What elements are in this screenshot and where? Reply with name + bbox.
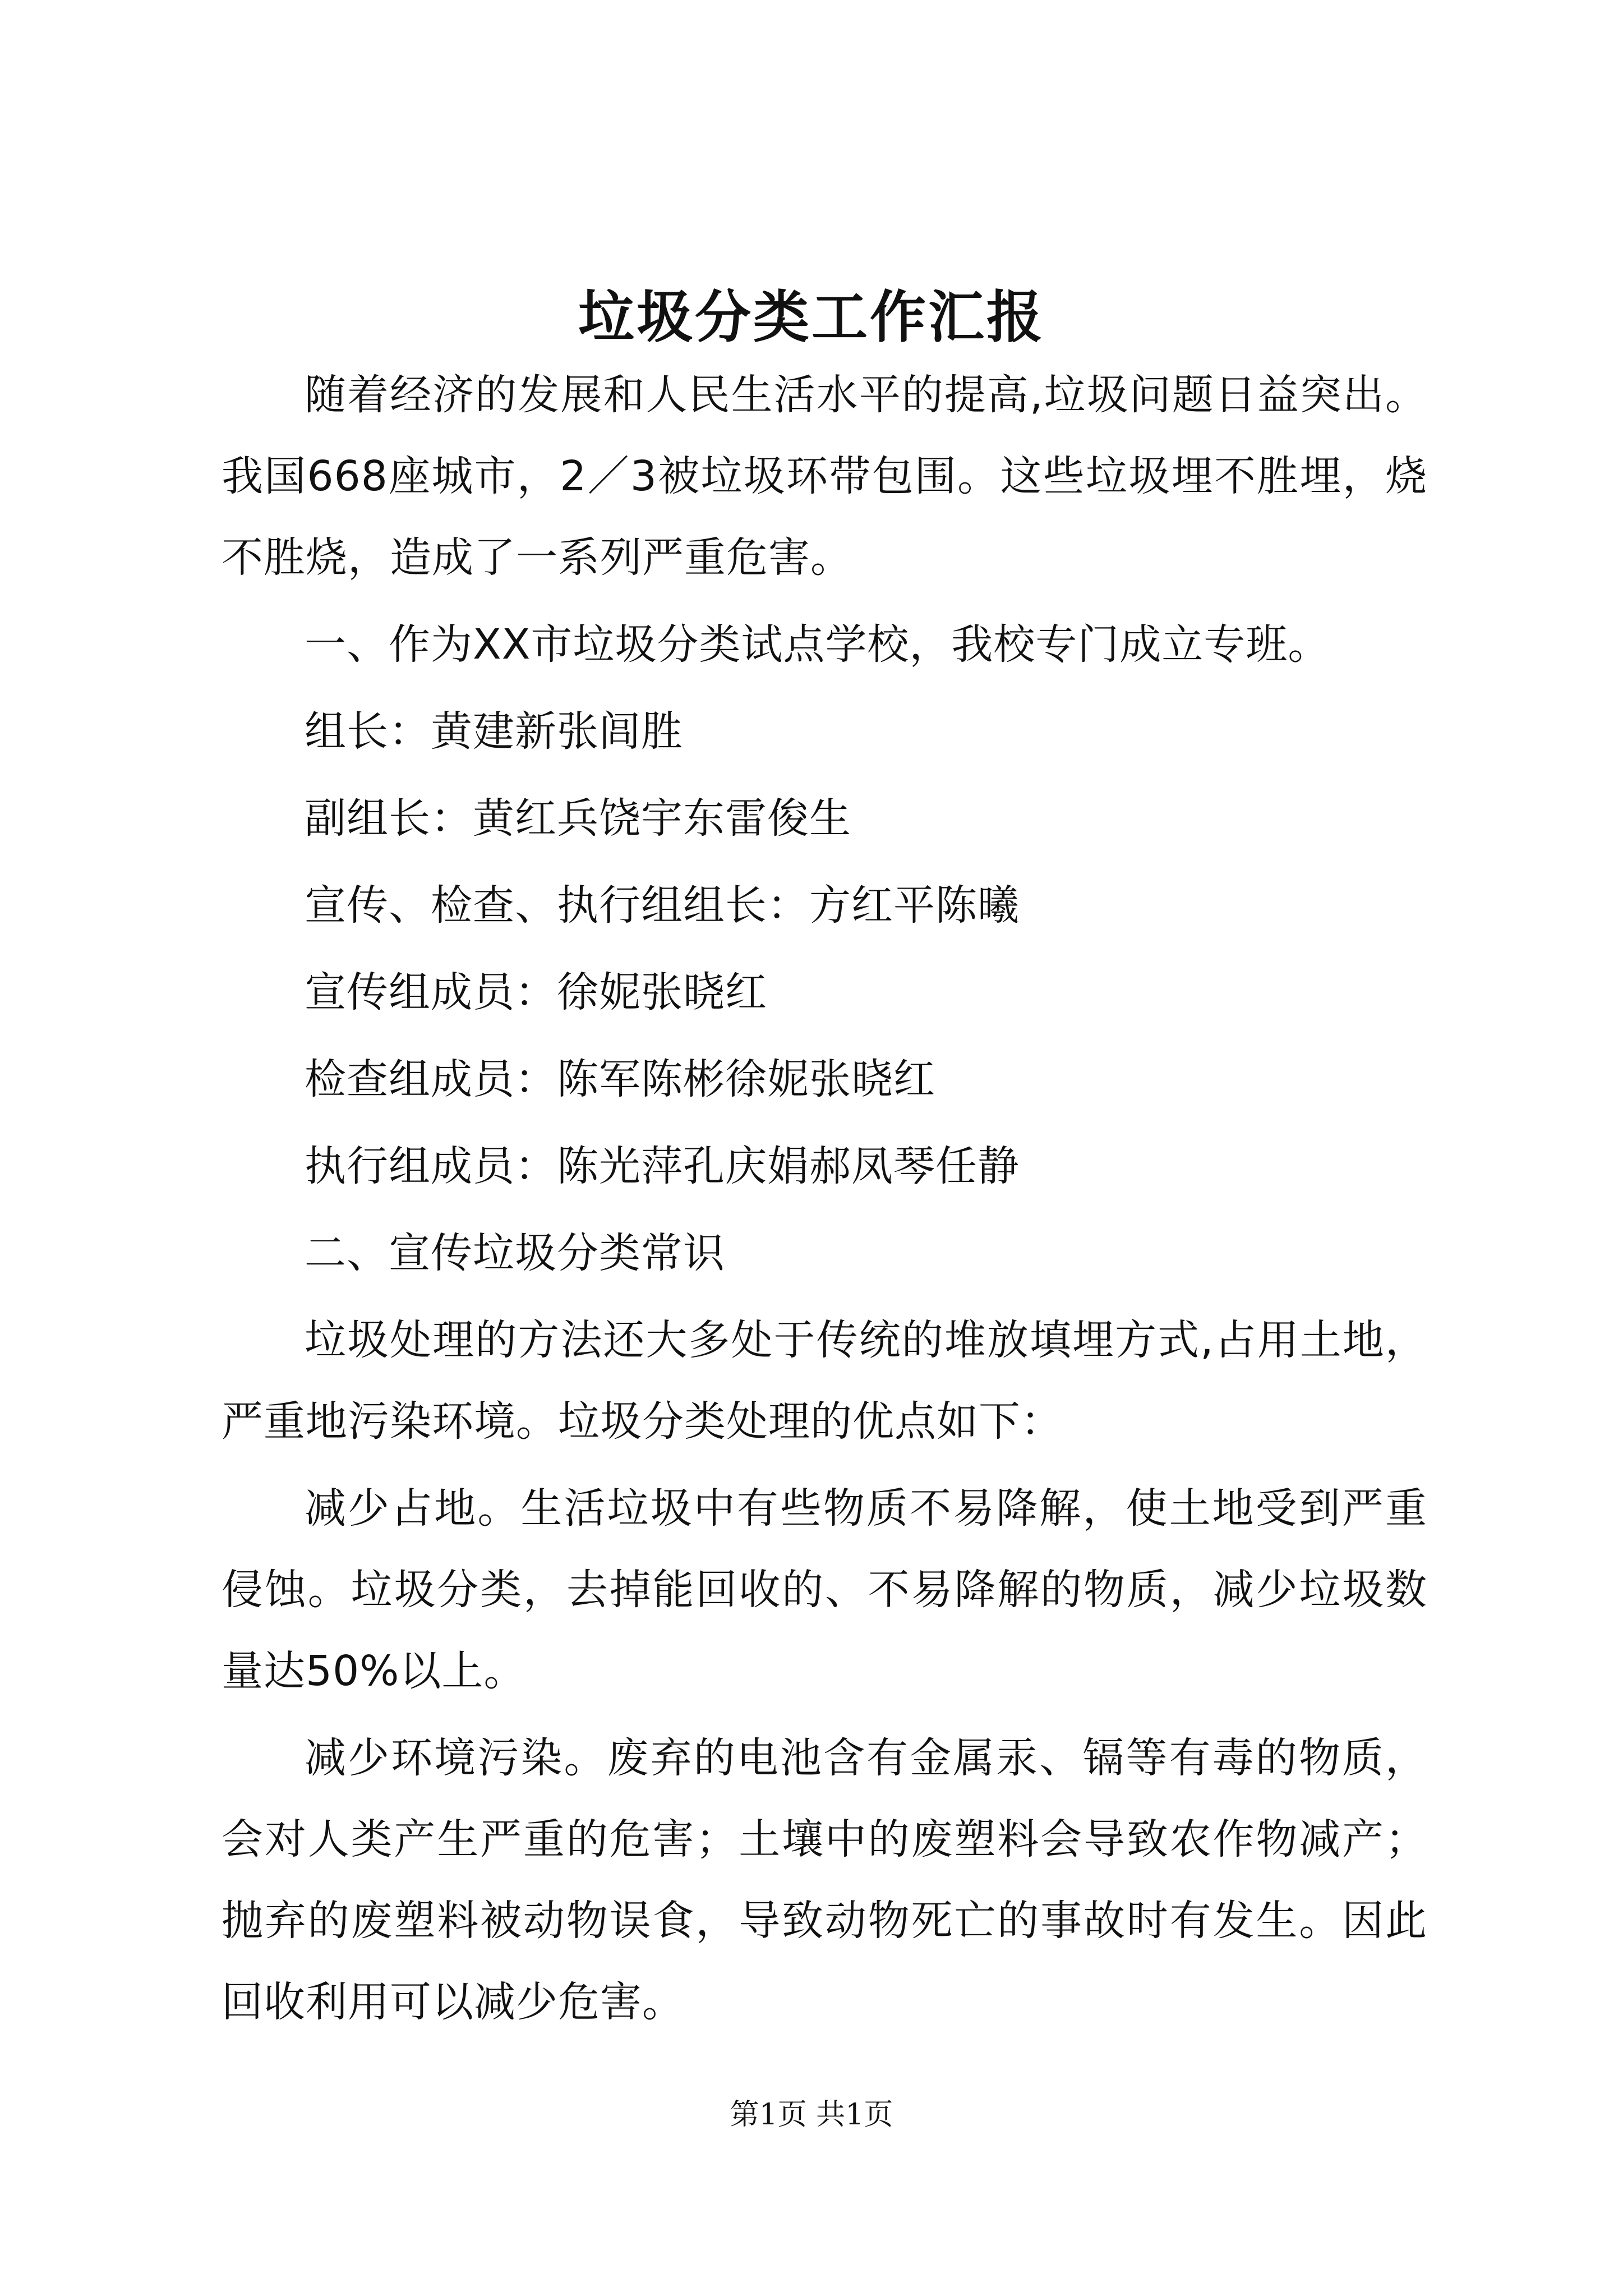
paragraph-reduce-pollution: 减少环境污染。废弃的电池含有金属汞、镉等有毒的物质，会对人类产生严重的危害；土壤中的废塑料会导致农作物减产；抛弃的废塑料被动物误食，导致动物死亡的事故时有发生。因此回收利用可以减少危害。 xyxy=(222,1734,1427,2026)
paragraph-inspection-members: 检查组成员：陈军陈彬徐妮张晓红 xyxy=(305,1055,935,1103)
paragraph-section-2: 二、宣传垃圾分类常识 xyxy=(305,1229,725,1277)
paragraph-intro: 随着经济的发展和人民生活水平的提高,垃圾问题日益突出。我国668座城市，2／3被垃圾环带包围。这些垃圾埋不胜埋，烧不胜烧，造成了一系列严重危害。 xyxy=(222,371,1427,582)
document-title: 垃圾分类工作汇报 xyxy=(578,284,1045,350)
paragraph-disposal-methods: 垃圾处理的方法还大多处于传统的堆放填埋方式,占用土地，严重地污染环境。垃圾分类处理的优点如下： xyxy=(222,1316,1427,1446)
document-body xyxy=(222,355,1427,2043)
paragraph-deputy-leader: 副组长：黄红兵饶宇东雷俊生 xyxy=(305,794,851,843)
page-footer: 第1页 共1页 xyxy=(730,2098,893,2132)
paragraph-publicity-members: 宣传组成员：徐妮张晓红 xyxy=(305,968,767,1016)
paragraph-section-1: 一、作为XX市垃圾分类试点学校，我校专门成立专班。 xyxy=(305,620,1330,669)
paragraph-team-leaders: 宣传、检查、执行组组长：方红平陈曦 xyxy=(305,881,1020,930)
paragraph-group-leader: 组长：黄建新张闾胜 xyxy=(305,707,683,756)
paragraph-reduce-land: 减少占地。生活垃圾中有些物质不易降解，使土地受到严重侵蚀。垃圾分类，去掉能回收的、不易降解的物质，减少垃圾数量达50%以上。 xyxy=(222,1484,1427,1695)
paragraph-execution-members: 执行组成员：陈光萍孔庆娟郝凤琴任静 xyxy=(305,1142,1020,1190)
